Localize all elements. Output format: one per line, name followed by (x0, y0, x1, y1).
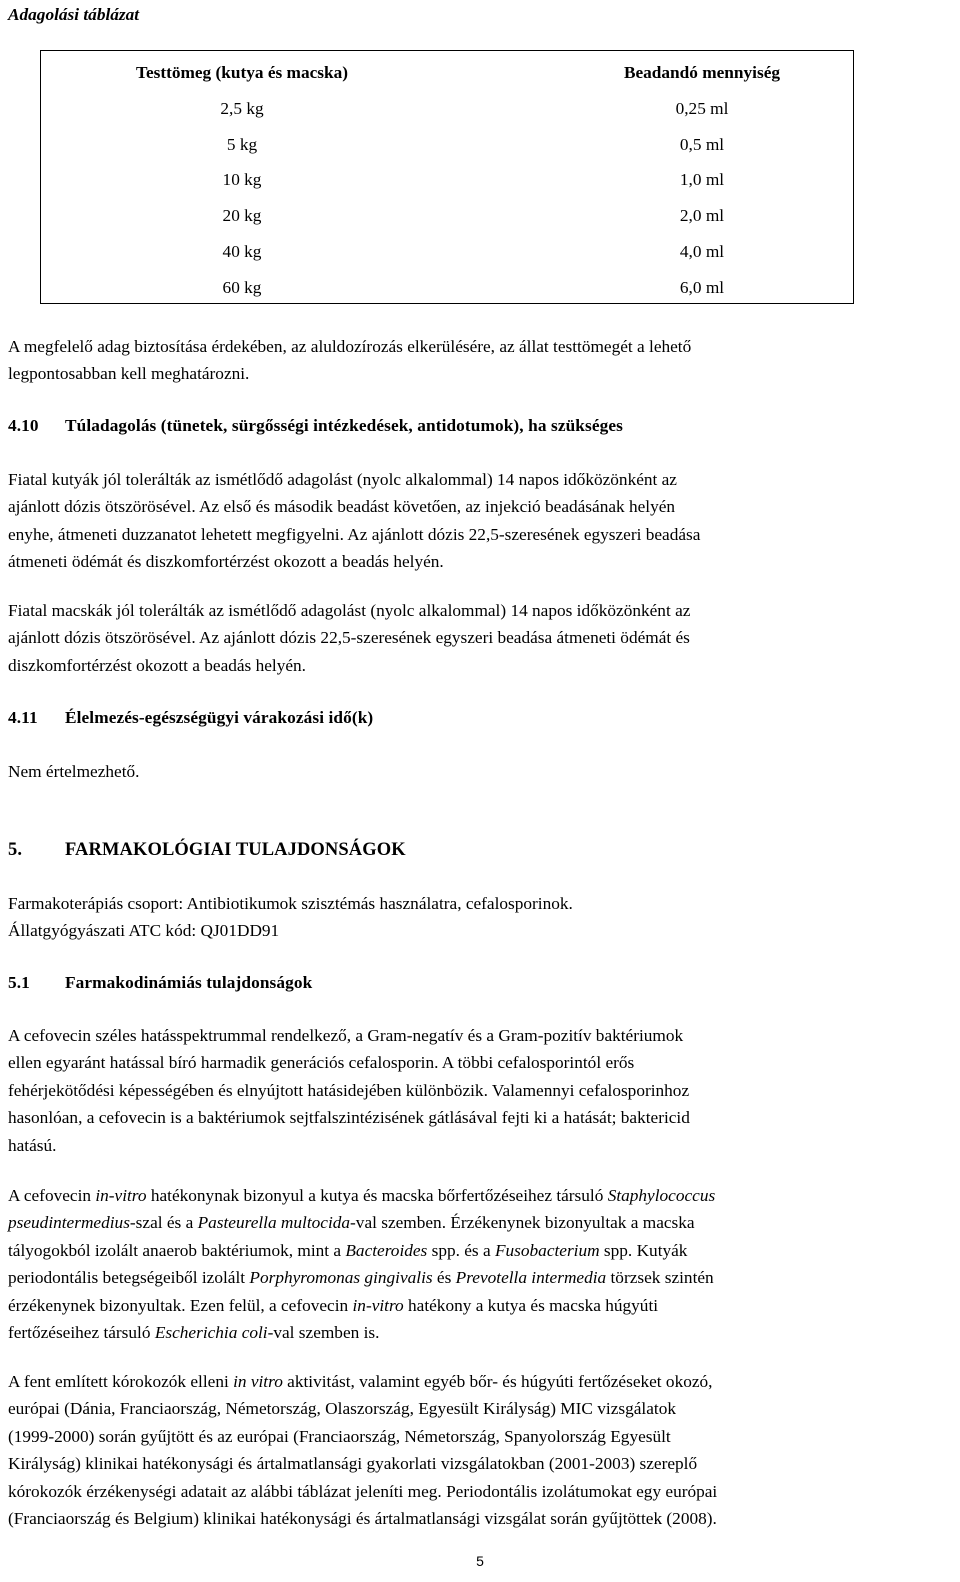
not-applicable-text: Nem értelmezhető. (8, 762, 140, 781)
text-line: Királyság) klinikai hatékonysági és ártalmatlansági gyakorlati vizsgálatokban (2001-2003) szereplő (8, 1454, 698, 1474)
section-number: 5.1 (8, 973, 30, 992)
page-number: 5 (476, 1553, 484, 1569)
text-line: (1999-2000) során gyűjtött és az európai (Franciaország, Németország, Spanyolország Egyesült (8, 1426, 671, 1446)
weight-cell: 10 kg (222, 170, 262, 190)
table-title: Adagolási táblázat (8, 5, 140, 24)
table-row (40, 162, 854, 198)
section-5-1-heading (8, 969, 952, 996)
table-row (40, 234, 854, 270)
text-line: átmeneti ödémát és diszkomfortérzést okozott a beadás helyén. (8, 552, 444, 572)
mic-susceptibility-paragraph (8, 1368, 952, 1532)
weight-cell: 40 kg (222, 241, 262, 261)
text-line: A megfelelő adag biztosítása érdekében, az aluldozírozás elkerülésére, az állat testtömegét a lehető (8, 337, 692, 356)
table-row (40, 198, 854, 234)
overdose-cats-paragraph (8, 597, 952, 679)
text-line: fehérjekötődési képességében és elnyújtott hatásidejében különbözik. Valamennyi cefalosporinhoz (8, 1080, 690, 1100)
in-vitro-activity-paragraph (8, 1182, 952, 1346)
text-line: A fent említett kórokozók elleni in vitro aktivitást, valamint egyéb bőr- és húgyúti fertőzéseket okozó, (8, 1372, 713, 1391)
text-line: érzékenynek bizonyultak. Ezen felül, a cefovecin in-vitro hatékony a kutya és macska húgyúti (8, 1295, 659, 1315)
text-line: ellen egyaránt hatással bíró harmadik generációs cefalosporin. A többi cefalosporintól erős (8, 1053, 635, 1073)
dose-cell: 0,25 ml (675, 98, 729, 118)
text-line: diszkomfortérzést okozott a beadás helyén. (8, 655, 306, 675)
section-4-11-heading (8, 704, 952, 731)
header-dose-amount: Beadandó mennyiség (623, 63, 781, 82)
weight-cell: 2,5 kg (220, 98, 264, 118)
text-line: enyhe, átmeneti duzzanatot lehetett megfigyelni. Az ajánlott dózis 22,5-szeresének egyszeri beadása (8, 524, 701, 544)
dose-cell: 0,5 ml (679, 134, 725, 154)
text-line: periodontális betegségeiből izolált Porphyromonas gingivalis és Prevotella intermedia törzsek szintén (8, 1268, 714, 1288)
text-line: pseudintermedius-szal és a Pasteurella multocida-val szemben. Érzékenynek bizonyultak a macska (8, 1213, 695, 1233)
table-header-row (40, 55, 854, 91)
text-line: fertőzéseihez társuló Escherichia coli-val szemben is. (8, 1323, 380, 1343)
overdose-dogs-paragraph (8, 466, 952, 576)
text-line: tályogokból izolált anaerob baktériumok, mint a Bacteroides spp. és a Fusobacterium spp. Kutyák (8, 1240, 688, 1260)
text-line: Fiatal kutyák jól tolerálták az ismétlődő adagolást (nyolc alkalommal) 14 napos időközönként az (8, 470, 677, 489)
dose-accuracy-paragraph (8, 333, 952, 388)
section-5-heading (8, 837, 952, 864)
weight-cell: 20 kg (222, 206, 262, 226)
text-line: európai (Dánia, Franciaország, Németország, Olaszország, Egyesült Királyság) MIC vizsgálatok (8, 1399, 676, 1419)
pharmacotherapeutic-group (8, 890, 952, 945)
text-line: (Franciaország és Belgium) klinikai hatékonysági és ártalmatlansági vizsgálat során gyűjtöttek (2008). (8, 1509, 717, 1529)
text-line: legpontosabban kell meghatározni. (8, 364, 250, 384)
weight-cell: 60 kg (222, 277, 262, 297)
text-line: A cefovecin széles hatásspektrummal rendelkező, a Gram-negatív és a Gram-pozitív baktériumok (8, 1026, 684, 1045)
text-line: ajánlott dózis ötszörösével. Az első és második beadást követően, az injekció beadásának helyén (8, 497, 676, 517)
dose-cell: 1,0 ml (679, 170, 725, 190)
text-line: Fiatal macskák jól tolerálták az ismétlődő adagolást (nyolc alkalommal) 14 napos időközönként az (8, 601, 691, 620)
header-body-weight: Testtömeg (kutya és macska) (136, 63, 348, 82)
weight-cell: 5 kg (226, 134, 258, 154)
section-title: FARMAKOLÓGIAI TULAJDONSÁGOK (65, 840, 406, 860)
table-row (40, 91, 854, 127)
section-title: Élelmezés-egészségügyi várakozási idő(k) (65, 708, 374, 727)
section-number: 4.10 (8, 416, 39, 435)
text-line: A cefovecin in-vitro hatékonynak bizonyul a kutya és macska bőrfertőzéseihez társuló Staphylococcus (8, 1186, 716, 1205)
text-line: hasonlóan, a cefovecin is a baktériumok sejtfalszintézisének gátlásával fejti ki a hatását; baktericid (8, 1108, 690, 1128)
cefovecin-description-paragraph (8, 1022, 952, 1159)
dose-cell: 2,0 ml (679, 206, 725, 226)
text-line: Farmakoterápiás csoport: Antibiotikumok szisztémás használatra, cefalosporinok. (8, 894, 573, 913)
section-title: Farmakodinámiás tulajdonságok (65, 973, 313, 992)
section-number: 5. (8, 840, 23, 860)
text-line: Állatgyógyászati ATC kód: QJ01DD91 (8, 921, 280, 941)
section-title: Túladagolás (tünetek, sürgősségi intézkedések, antidotumok), ha szükséges (65, 416, 623, 435)
text-line: hatású. (8, 1135, 57, 1155)
text-line: ajánlott dózis ötszörösével. Az ajánlott dózis 22,5-szeresének egyszeri beadása átmeneti ödémát és (8, 628, 690, 648)
dose-cell: 4,0 ml (679, 241, 725, 261)
dose-cell: 6,0 ml (679, 277, 725, 297)
text-line: kórokozók érzékenységi adatait az alábbi táblázat jeleníti meg. Periodontális izolátumokat egy európai (8, 1481, 718, 1501)
section-number: 4.11 (8, 708, 38, 727)
dosing-table (40, 55, 854, 306)
table-row (40, 270, 854, 306)
section-4-10-heading (8, 412, 952, 439)
table-row (40, 127, 854, 163)
